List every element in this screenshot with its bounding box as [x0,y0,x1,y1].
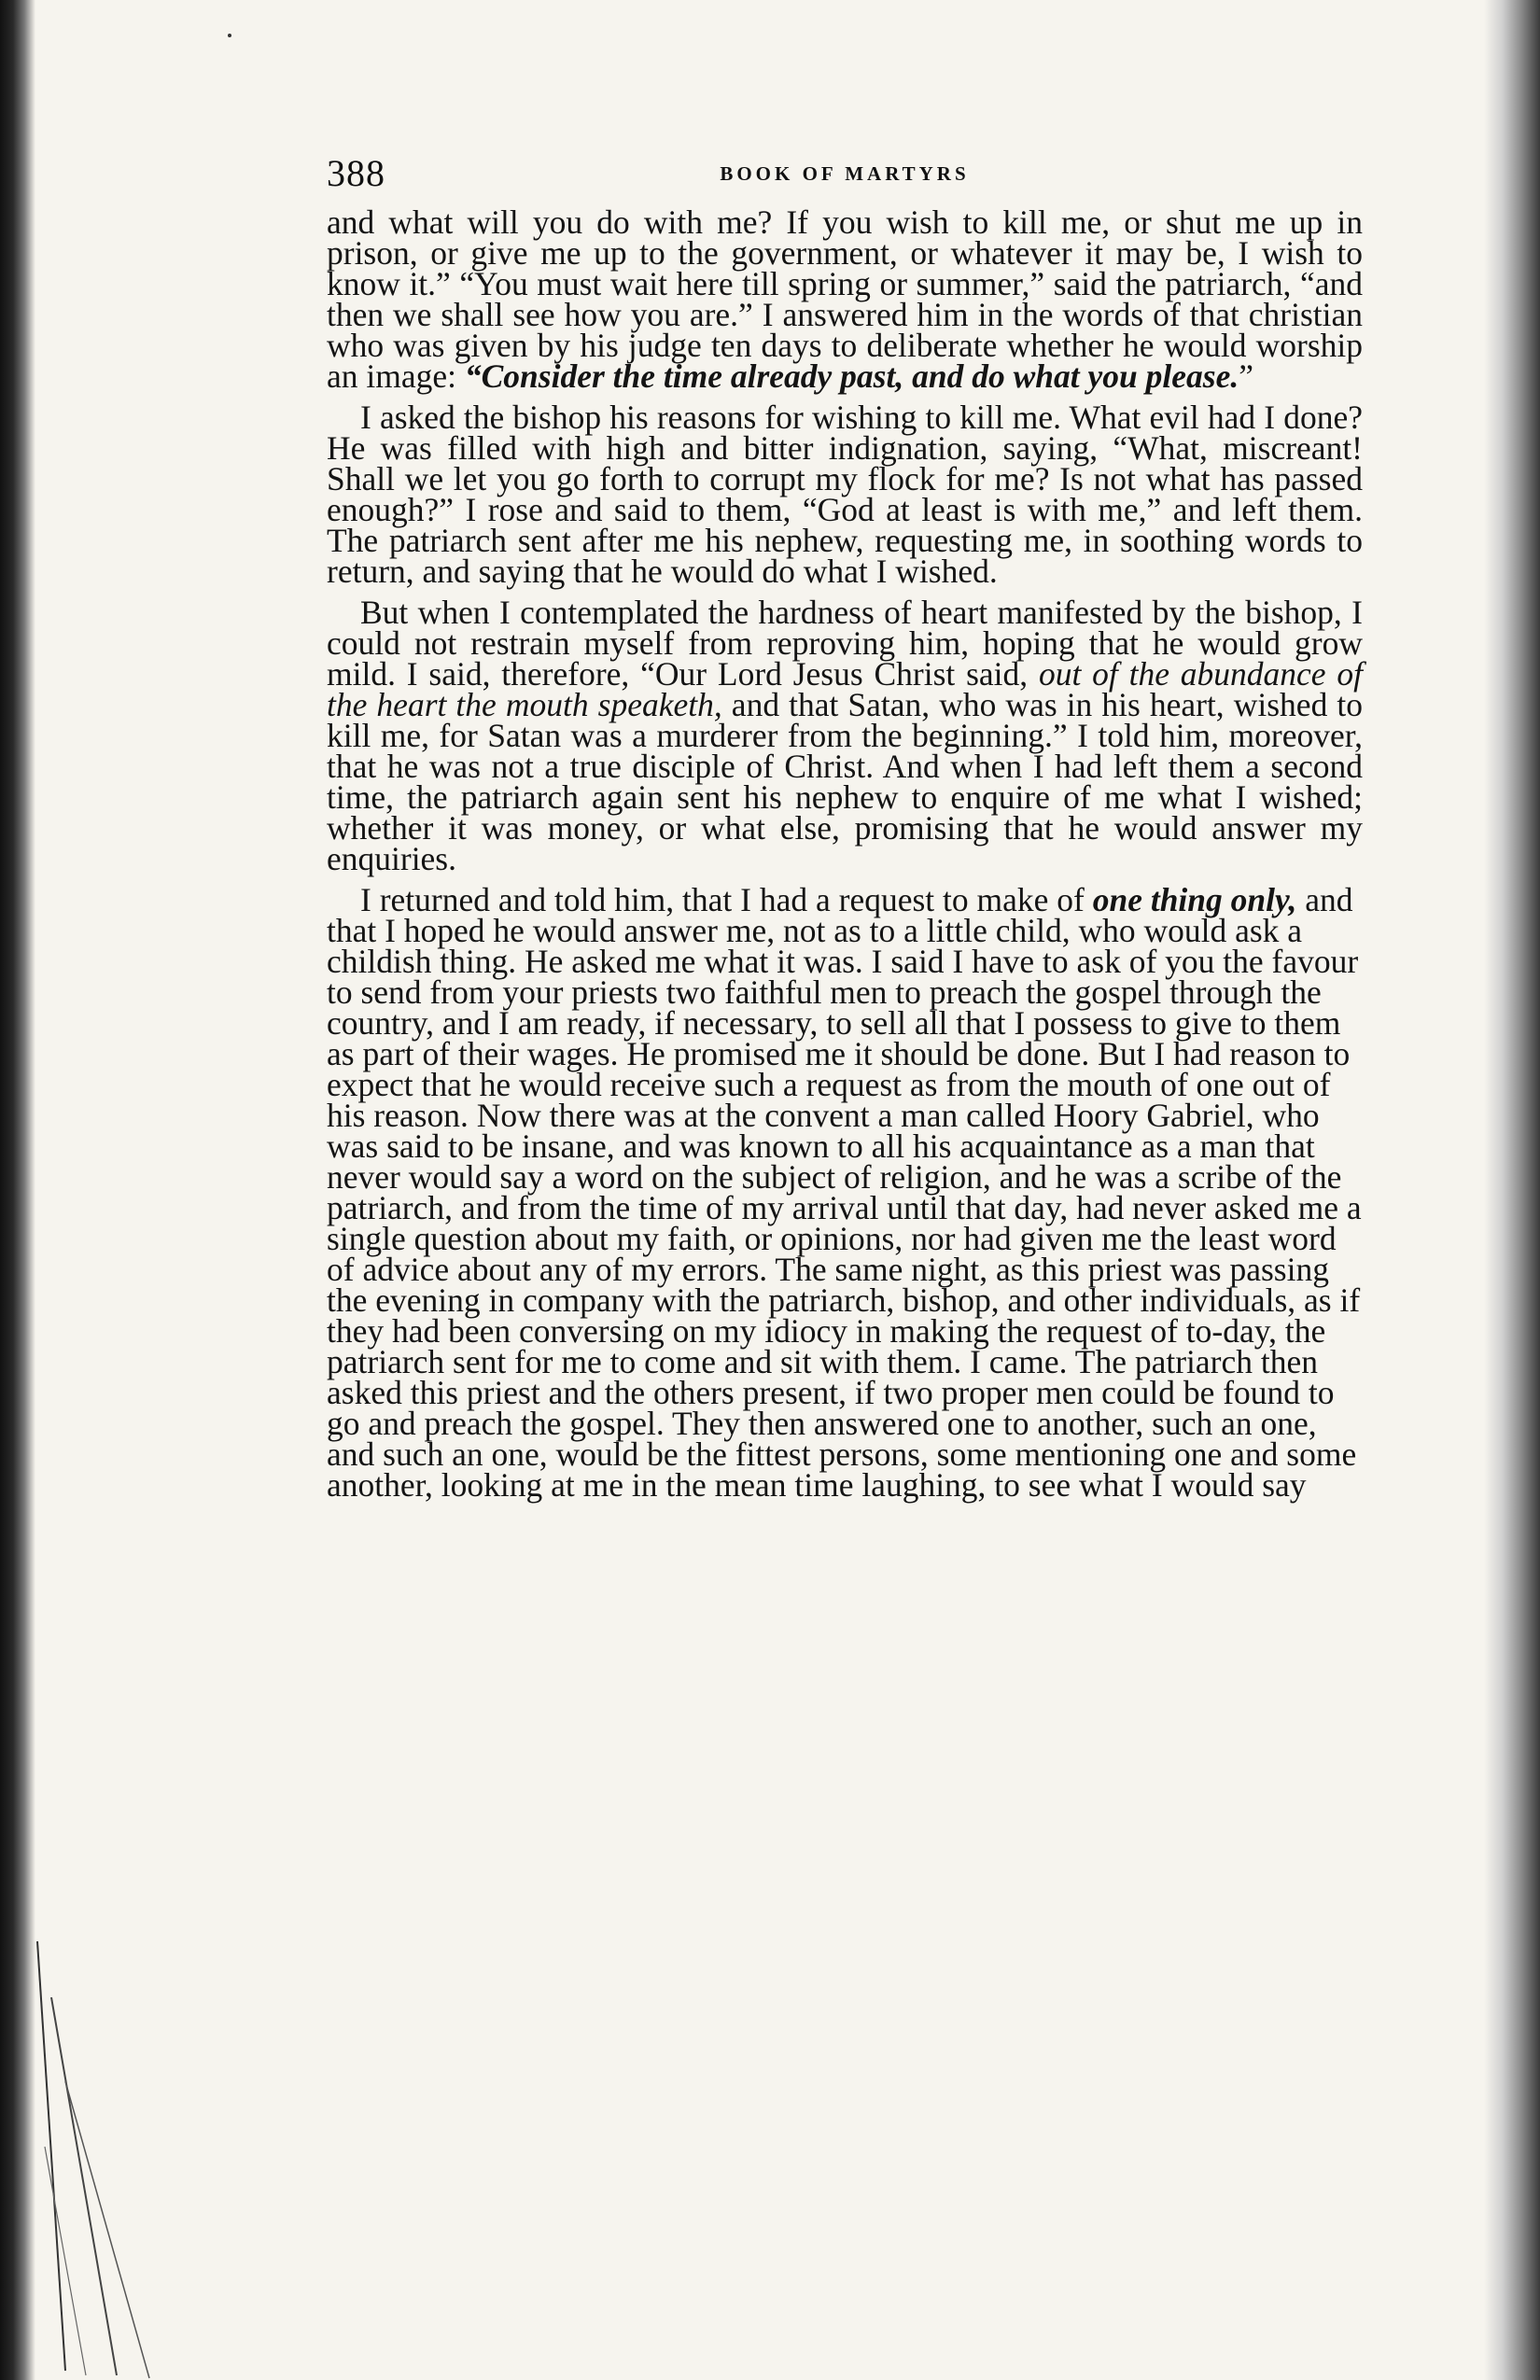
text-run: But when I contemplated the hardness of heart manifested by the bishop, I could not restrain myself from reproving him, hoping that he would grow mild. I said, therefore, “Our Lord Jesus Christ said, [327,594,1363,693]
page-header [327,151,1363,198]
body-text [327,203,1363,1511]
paragraph [327,203,1363,395]
text-run: I returned and told him, that I had a request to make of [360,881,1093,918]
italic-quote: “Consider the time already past, and do what you please. [464,357,1239,395]
text-run: and what will you do with me? If you wish to kill me, or shut me up in prison, or give me up to the government, or whatever it may be, I wish to know it.” “You must wait here till spring or summer,” said the patriarch, “and then we shall see how you are.” I answered him in the words of that christian who was given by his judge ten days to deliberate whether he would worship an image: [327,203,1363,395]
text-run: and that I hoped he would answer me, not as to a little child, who would ask a childish thing. He asked me what it was. I said I have to ask of you the favour to send from your priests two faithful men to preach the gospel through the country, and I am ready, if necessary, to sell all that I possess to give to them as part of their wages. He promised me it should be done. But I had reason to expect that he would receive such a request as from the mouth of one out of his reason. Now there was at the convent a man called Hoory Gabriel, who was said to be insane, and was known to all his acquaintance as a man that never would say a word on the subject of religion, and he was a scribe of the patriarch, and from the time of my arrival until that day, had never asked me a single question about my faith, or opinions, nor had given me the least word of advice about any of my errors. The same night, as this priest was passing the evening in company with the patriarch, bishop, and other individuals, as if they had been conversing on my idiocy in making the request of to-day, the patriarch sent for me to come and sit with them. I came. The patriarch then asked this priest and the others present, if two proper men could be found to go and preach the gospel. They then answered one to another, such an one, and such an one, would be the fittest persons, some mentioning one and some another, looking at me in the mean time laughing, to see what I would say [327,881,1362,1504]
text-run: ” [1239,357,1253,395]
running-title: BOOK OF MARTYRS [720,162,970,185]
text-run: and that Satan, who was in his heart, wished to kill me, for Satan was a murderer from the beginning.” I told him, moreover, that he was not a true disciple of Christ. And when I had left them a second time, the patriarch again sent his nephew to enquire of me what I wished; whether it was money, or what else, promising that he would answer my enquiries. [327,686,1363,877]
paragraph [327,594,1363,877]
paragraph [327,399,1363,590]
page-number: 388 [327,152,385,194]
italic-emphasis: one thing only, [1092,881,1297,918]
italic-scripture: out of the abundance of the heart the mouth speaketh, [327,655,1363,723]
paragraph [327,881,1363,1504]
text-run: I asked the bishop his reasons for wishing to kill me. What evil had I done? He was filled with high and bitter indignation, saying, “What, miscreant! Shall we let you go forth to corrupt my flock for me? Is not what has passed enough?” I rose and said to them, “God at least is with me,” and left them. The patriarch sent after me his nephew, requesting me, in soothing words to return, and saying that he would do what I wished. [327,399,1363,590]
